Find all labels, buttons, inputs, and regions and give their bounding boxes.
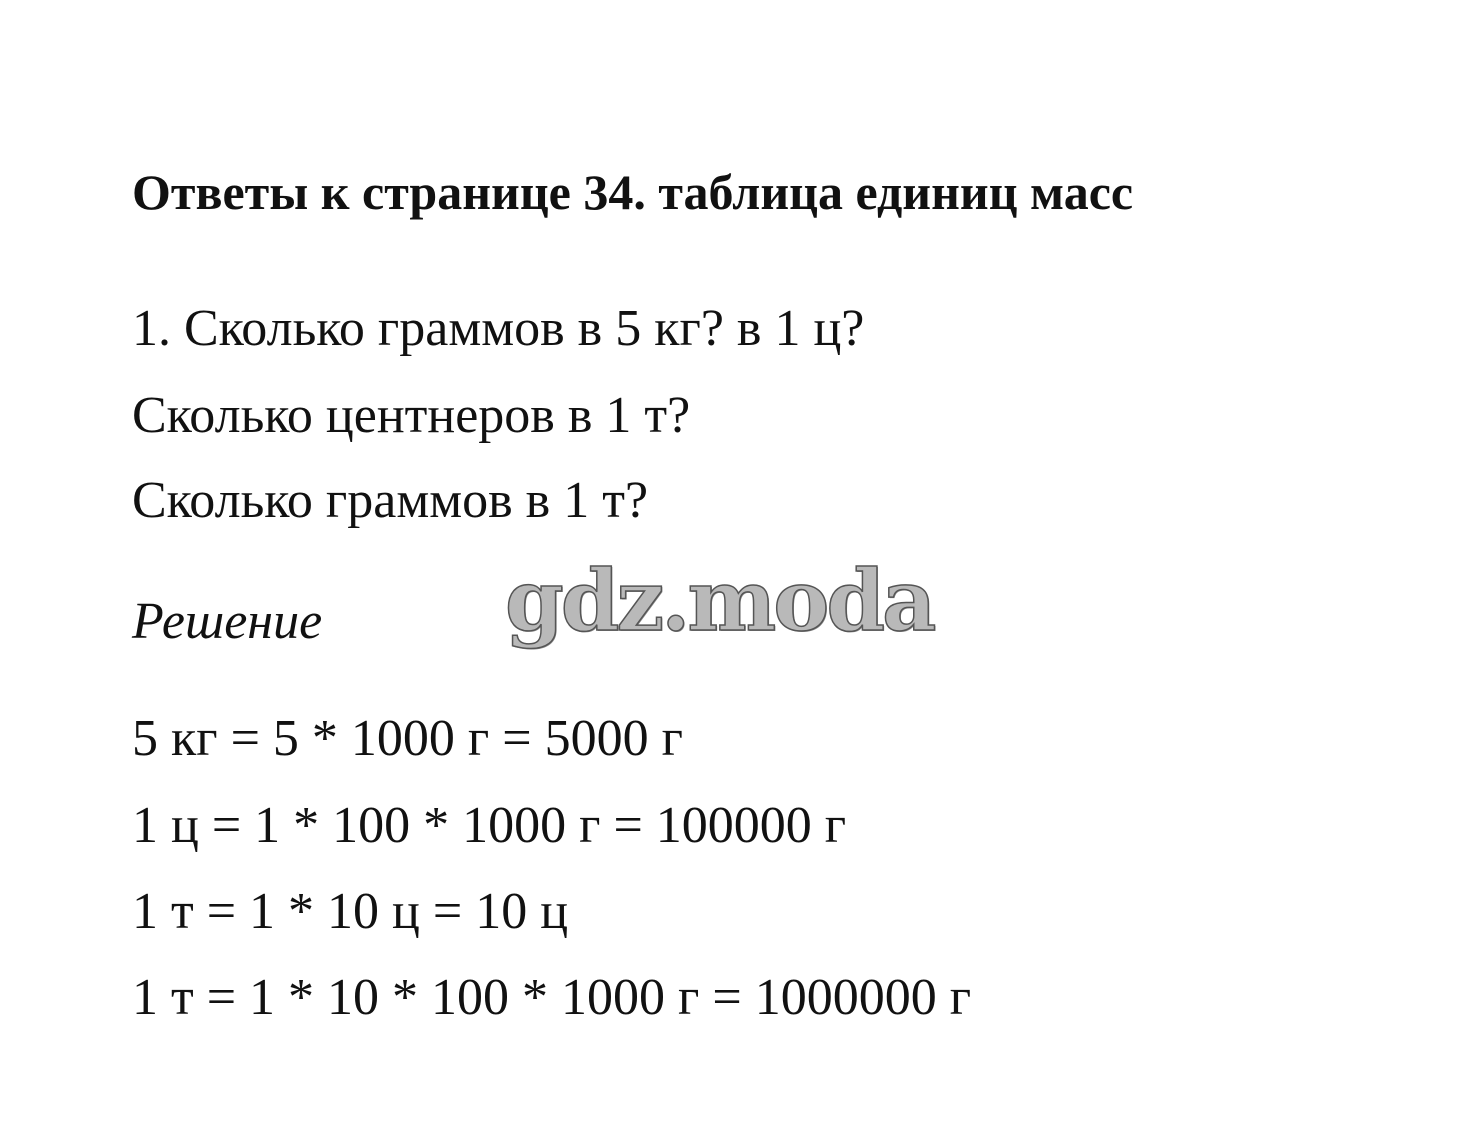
- watermark-logo: gdz.moda: [505, 551, 934, 650]
- solution-line-4: 1 т = 1 * 10 * 100 * 1000 г = 1000000 г: [132, 969, 972, 1026]
- solution-label: Решение: [132, 593, 323, 650]
- question-line-2: Сколько центнеров в 1 т?: [132, 387, 691, 444]
- page-title: Ответы к странице 34. таблица единиц масс: [132, 164, 1134, 220]
- solution-line-3: 1 т = 1 * 10 ц = 10 ц: [132, 883, 569, 940]
- question-line-3: Сколько граммов в 1 т?: [132, 472, 649, 529]
- solution-line-1: 5 кг = 5 * 1000 г = 5000 г: [132, 710, 683, 767]
- solution-line-2: 1 ц = 1 * 100 * 1000 г = 100000 г: [132, 797, 847, 854]
- question-line-1: 1. Сколько граммов в 5 кг? в 1 ц?: [132, 300, 865, 357]
